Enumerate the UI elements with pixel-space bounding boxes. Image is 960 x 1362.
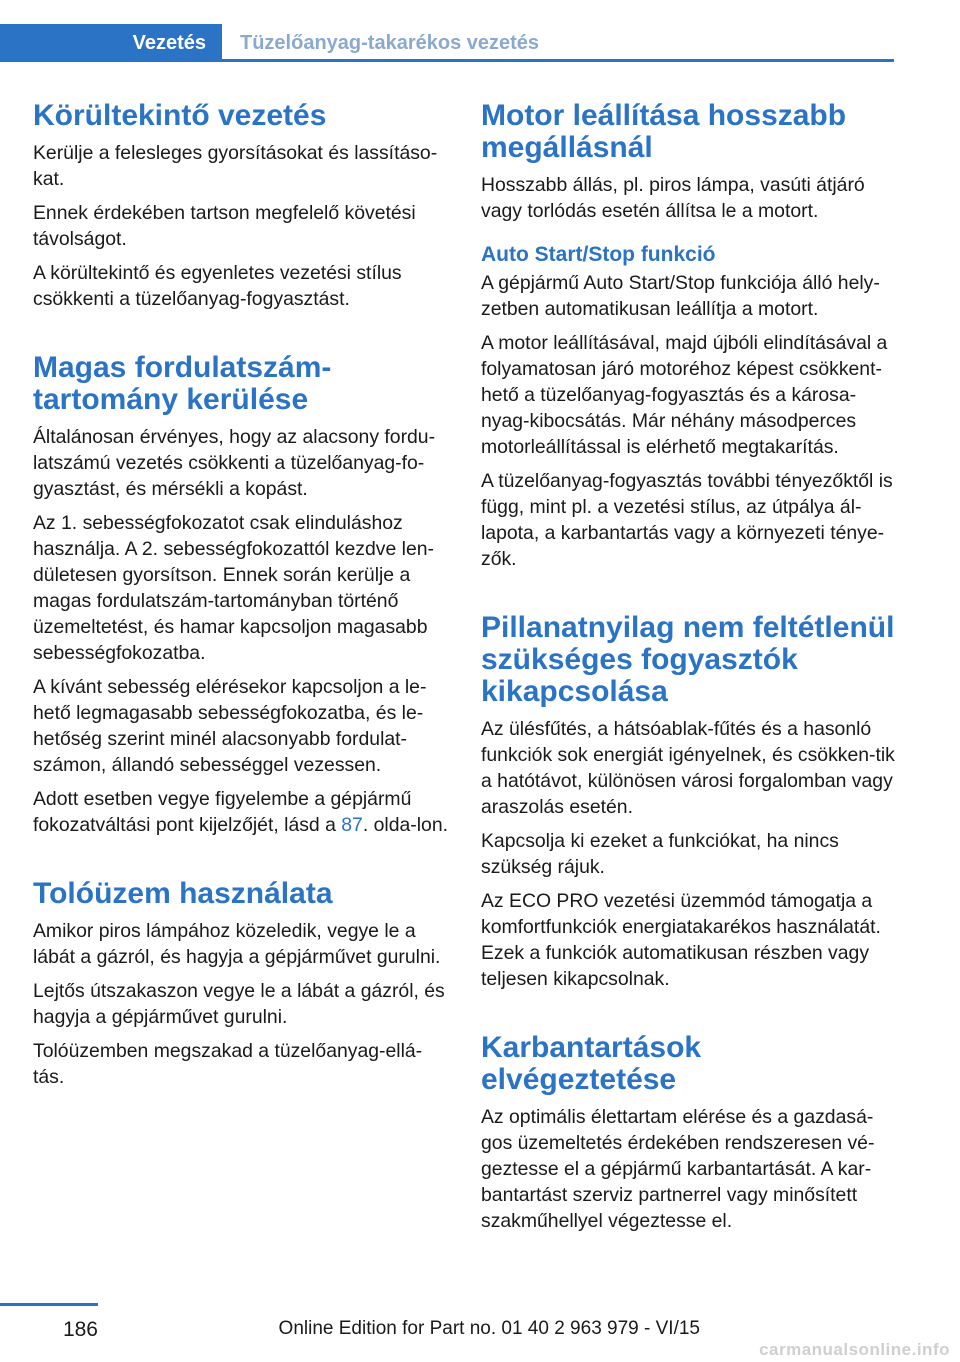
paragraph: Ennek érdekében tartson megfelelő követési távolságot. (33, 202, 416, 250)
paragraph: A kívánt sebesség elérésekor kapcsoljon a le-hető legmagasabb sebességfokozatba, és le-hetőség szerint minél alacsonyabb fordulat-számon, állandó sebességgel vezessen. (33, 676, 427, 776)
page-number: 186 (62, 1318, 98, 1341)
page-reference-link[interactable]: 87 (341, 814, 363, 836)
heading-toloüzem: Tolóüzem használata (33, 877, 333, 910)
paragraph: A tüzelőanyag-fogyasztás további tényezőktől is függ, mint pl. a vezetési stílus, az útpálya ál-lapota, a karbantartás vagy a környezeti ténye-zők. (481, 470, 893, 570)
paragraph-text: Adott esetben vegye figyelembe a gépjármű fokozatváltási pont kijelzőjét, lásd a (33, 788, 412, 836)
paragraph: A körültekintő és egyenletes vezetési stílus csökkenti a tüzelőanyag-fogyasztást. (33, 262, 402, 310)
paragraph: Általánosan érvényes, hogy az alacsony fordu-latszámú vezetés csökkenti a tüzelőanyag-fo-gyasztást, és mérsékli a kopást. (33, 426, 436, 500)
paragraph: Kerülje a felesleges gyorsításokat és lassításo-kat. (33, 142, 438, 190)
heading-magas-fordulatszam: Magas fordulatszám-tartomány kerülése (33, 351, 332, 416)
paragraph: Kapcsolja ki ezeket a funkciókat, ha nincs szükség rájuk. (481, 830, 839, 878)
header-chapter-label: Tüzelőanyag-takarékos vezetés (240, 32, 540, 54)
paragraph: A gépjármű Auto Start/Stop funkciója álló hely-zetben automatikusan leállítja a motort. (481, 272, 880, 320)
right-column (481, 100, 901, 1242)
paragraph-with-link (33, 786, 451, 838)
footer-edition-text: Online Edition for Part no. 01 40 2 963 979 - VI/15 (278, 1318, 700, 1339)
paragraph: Hosszabb állás, pl. piros lámpa, vasúti átjáró vagy torlódás esetén állítsa le a motort. (481, 174, 865, 222)
paragraph-text: . olda-lon. (362, 814, 448, 836)
page-header (0, 0, 960, 64)
header-rule (222, 59, 894, 62)
paragraph: Amikor piros lámpához közeledik, vegye le a lábát a gázról, és hagyja a gépjárművet gurulni. (33, 920, 441, 968)
left-column (33, 100, 451, 1098)
header-section-label: Vezetés (132, 32, 206, 54)
watermark: carmanualsonline.info (759, 1340, 950, 1359)
paragraph: A motor leállításával, majd újbóli elindításával a folyamatosan járó motoréhoz képest csökkent-hető a tüzelőanyag-fogyasztás és a károsa-nyag-kibocsátás. Már néhány másodperces motorleállítással is elérhető megtakarítás. (481, 332, 888, 458)
subheading-auto-start-stop: Auto Start/Stop funkció (481, 243, 716, 266)
paragraph: Az 1. sebességfokozatot csak elinduláshoz használja. A 2. sebességfokozattól kezdve len-dületesen gyorsítson. Ennek során kerülje a magas fordulatszám-tartományban történő üzemeltetést, és hamar kapcsoljon magasabb sebességfokozatba. (33, 512, 434, 664)
heading-korultekinto-vezetes: Körültekintő vezetés (33, 99, 327, 132)
heading-karbantartasok: Karbantartások elvégeztetése (481, 1031, 702, 1096)
footer-rule (0, 1303, 98, 1306)
paragraph: Az optimális élettartam elérése és a gazdasá-gos üzemeltetés érdekében rendszeresen vé-geztesse el a gépjármű karbantartását. A kar-bantartást szerviz partnerrel vagy minősített szakműhellyel végeztesse el. (481, 1106, 875, 1232)
paragraph: Lejtős útszakaszon vegye le a lábát a gázról, és hagyja a gépjárművet gurulni. (33, 980, 445, 1028)
heading-fogyasztok-kikapcsolasa: Pillanatnyilag nem feltétlenül szükséges fogyasztók kikapcsolása (481, 611, 895, 708)
paragraph: Tolóüzemben megszakad a tüzelőanyag-ellá-tás. (33, 1040, 423, 1088)
paragraph: Az ülésfűtés, a hátsóablak-fűtés és a hasonló funkciók sok energiát igényelnek, és csökken-tik a hatótávot, különösen városi forgalomban vagy araszolás esetén. (481, 718, 895, 818)
paragraph: Az ECO PRO vezetési üzemmód támogatja a komfortfunkciók energiatakarékos használatát. Ezek a funkciók automatikusan részben vagy teljesen kikapcsolnak. (481, 890, 881, 990)
heading-motor-leallitasa: Motor leállítása hosszabb megállásnál (481, 99, 847, 164)
